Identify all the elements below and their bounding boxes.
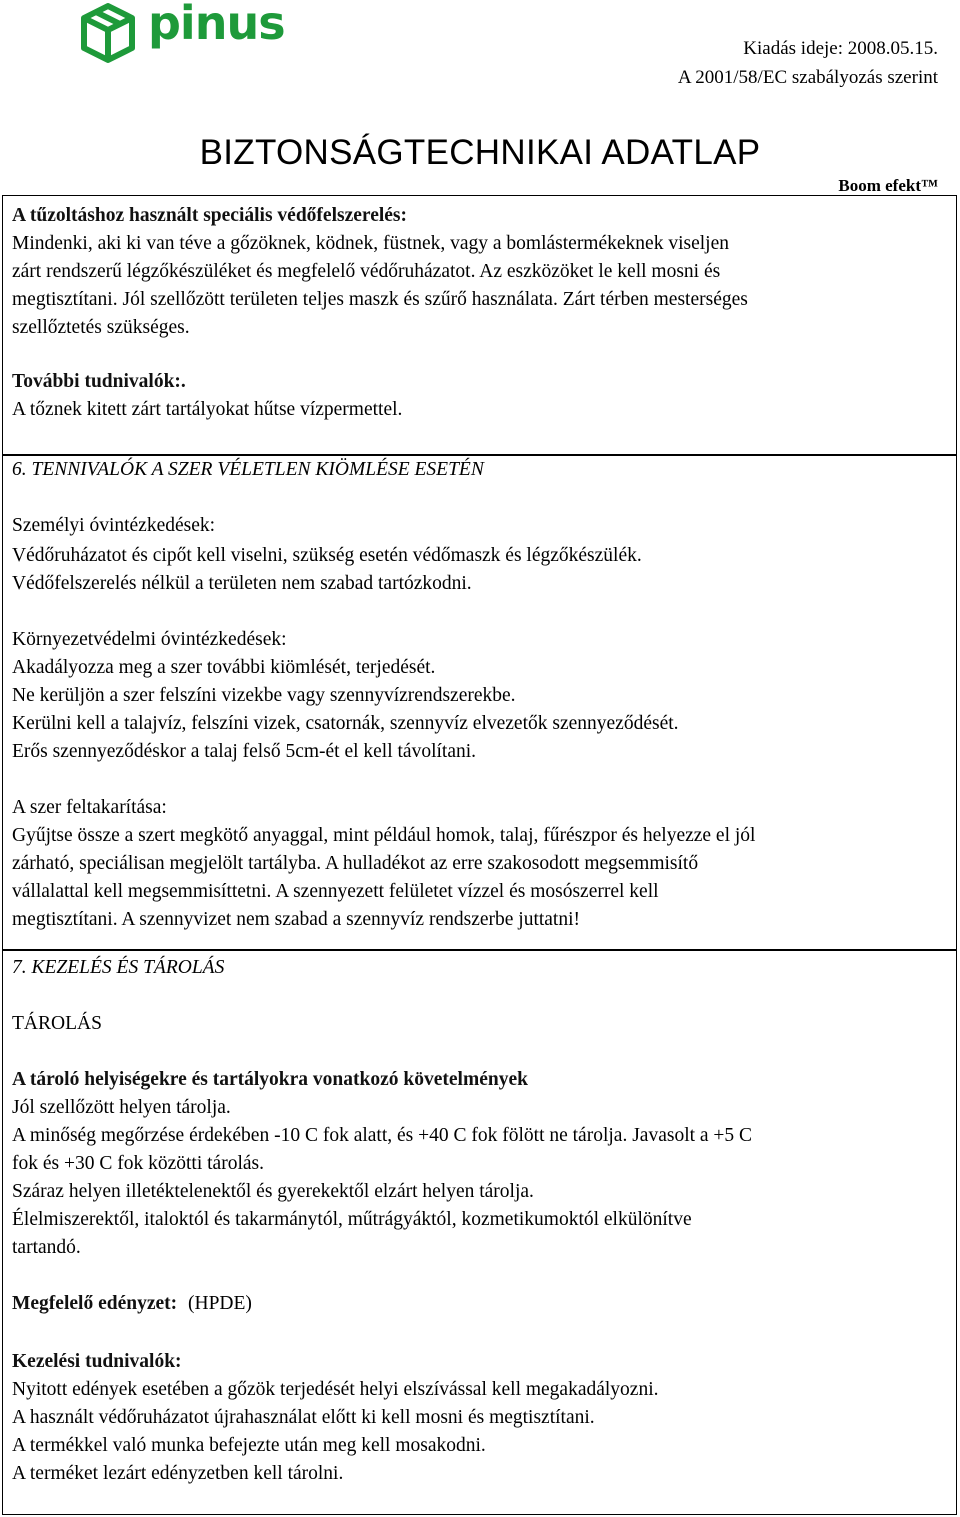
- handling-line: A termékkel való munka befejezte után meg kell mosakodni.: [12, 1435, 486, 1456]
- section7-title: 7. KEZELÉS ÉS TÁROLÁS: [12, 957, 225, 978]
- storage-req-line: Jól szellőzött helyen tárolja.: [12, 1097, 231, 1118]
- cleanup-line: vállalattal kell megsemmisíttetni. A szennyezett felületet vízzel és mosószerrel kell: [12, 881, 659, 902]
- logo-text: pinus: [148, 0, 285, 50]
- section7-box: [2, 950, 957, 1515]
- env-line: Ne kerüljön a szer felszíni vizekbe vagy szennyvízrendszerekbe.: [12, 685, 516, 706]
- firefighting-line: megtisztítani. Jól szellőzött területen teljes maszk és szűrő használata. Zárt térben mesterséges: [12, 289, 748, 310]
- page-title: BIZTONSÁGTECHNIKAI ADATLAP: [199, 133, 761, 172]
- handling-line: A terméket lezárt edényzetben kell tárolni.: [12, 1463, 344, 1484]
- issue-date: Kiadás ideje: 2008.05.15.: [743, 38, 938, 59]
- further-info-heading: További tudnivalók:.: [12, 371, 186, 392]
- storage-heading: TÁROLÁS: [12, 1013, 102, 1034]
- firefighting-line: Mindenki, aki ki van téve a gőzöknek, ködnek, füstnek, vagy a bomlástermékeknek viseljen: [12, 233, 729, 254]
- cleanup-line: zárható, speciálisan megjelölt tartályba. A hulladékot az erre szakosodott megsemmisítő: [12, 853, 699, 874]
- personal-heading: Személyi óvintézkedések:: [12, 515, 216, 536]
- container-heading: Megfelelő edényzet:: [12, 1293, 178, 1314]
- storage-req-heading: A tároló helyiségekre és tartályokra vonatkozó követelmények: [12, 1069, 528, 1090]
- container-row: [12, 1292, 252, 1316]
- env-line: Kerülni kell a talajvíz, felszíni vizek, csatornák, szennyvíz elvezetők szennyeződését.: [12, 713, 679, 734]
- cleanup-line: Gyűjtse össze a szert megkötő anyaggal, mint például homok, talaj, fűrészpor és helyezze el jól: [12, 825, 756, 846]
- further-info-line: A tőznek kitett zárt tartályokat hűtse vízpermettel.: [12, 399, 403, 420]
- env-heading: Környezetvédelmi óvintézkedések:: [12, 629, 287, 650]
- storage-req-line: tartandó.: [12, 1237, 81, 1258]
- pinus-logo: [78, 0, 285, 66]
- personal-line: Védőruházatot és cipőt kell viselni, szükség esetén védőmaszk és légzőkészülék.: [12, 545, 642, 566]
- storage-req-line: A minőség megőrzése érdekében -10 C fok alatt, és +40 C fok fölött ne tárolja. Javasolt a +5 C: [12, 1125, 753, 1146]
- storage-req-line: fok és +30 C fok közötti tárolás.: [12, 1153, 264, 1174]
- product-name: Boom efekt™: [838, 176, 938, 195]
- handling-line: Nyitott edények esetében a gőzök terjedését helyi elszívással kell megakadályozni.: [12, 1379, 659, 1400]
- firefighting-line: zárt rendszerű légzőkészüléket és megfelelő védőruházatot. Az eszközöket le kell mosni és: [12, 261, 721, 282]
- regulation-text: A 2001/58/EC szabályozás szerint: [677, 67, 938, 88]
- section6-title: 6. TENNIVALÓK A SZER VÉLETLEN KIÖMLÉSE ESETÉN: [12, 459, 484, 480]
- personal-line: Védőfelszerelés nélkül a területen nem szabad tartózkodni.: [12, 573, 472, 594]
- cleanup-heading: A szer feltakarítása:: [12, 797, 167, 818]
- env-line: Akadályozza meg a szer további kiömlését, terjedését.: [12, 657, 436, 678]
- firefighting-line: szellőztetés szükséges.: [12, 317, 190, 338]
- storage-req-line: Élelmiszerektől, italoktól és takarmánytól, műtrágyáktól, kozmetikumoktól elkülönítve: [12, 1209, 692, 1230]
- container-value: (HPDE): [188, 1293, 252, 1314]
- storage-req-line: Száraz helyen illetéktelenektől és gyerekektől elzárt helyen tárolja.: [12, 1181, 534, 1202]
- firefighting-heading: A tűzoltáshoz használt speciális védőfelszerelés:: [12, 205, 408, 226]
- env-line: Erős szennyeződéskor a talaj felső 5cm-ét el kell távolítani.: [12, 741, 477, 762]
- handling-line: A használt védőruházatot újrahasználat előtt ki kell mosni és megtisztítani.: [12, 1407, 595, 1428]
- cleanup-line: megtisztítani. A szennyvizet nem szabad a szennyvíz rendszerbe juttatni!: [12, 909, 581, 930]
- handling-heading: Kezelési tudnivalók:: [12, 1351, 182, 1372]
